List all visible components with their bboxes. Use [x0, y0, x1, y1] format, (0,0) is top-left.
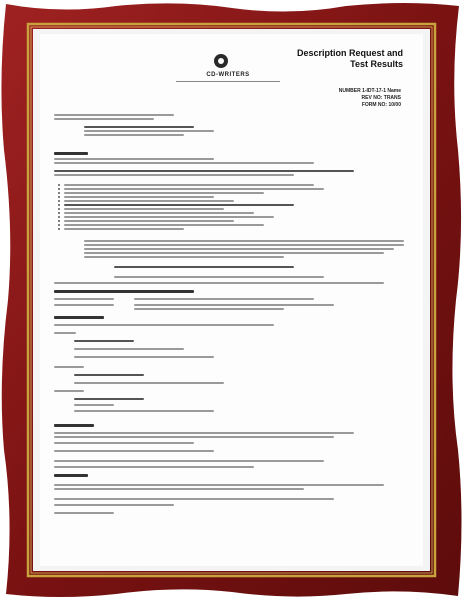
text-line — [84, 256, 284, 258]
text-line — [64, 188, 324, 190]
text-line — [54, 304, 114, 306]
text-line — [54, 316, 104, 319]
document-title: Description Request and Test Results — [296, 48, 403, 69]
text-line — [74, 356, 214, 358]
text-line — [114, 266, 294, 268]
logo-underline — [176, 81, 280, 82]
text-line — [54, 424, 94, 427]
text-line — [134, 298, 314, 300]
meta-line-form: FORM NO: 10/00 — [361, 102, 401, 108]
text-line — [54, 290, 194, 293]
text-line — [114, 276, 324, 278]
bullet-marker — [58, 196, 60, 198]
text-line — [54, 298, 114, 300]
text-line — [64, 204, 294, 206]
document-body-text — [54, 112, 409, 552]
text-line — [64, 216, 274, 218]
text-line — [74, 348, 184, 350]
text-line — [54, 432, 354, 434]
logo-text: CD-WRITERS — [206, 72, 250, 78]
bullet-marker — [58, 220, 60, 222]
bullet-marker — [58, 208, 60, 210]
text-line — [54, 332, 76, 334]
text-line — [64, 192, 264, 194]
text-line — [84, 240, 404, 242]
text-line — [64, 220, 234, 222]
bullet-marker — [58, 224, 60, 226]
bullet-marker — [58, 192, 60, 194]
text-line — [54, 512, 114, 514]
text-line — [64, 224, 264, 226]
text-line — [64, 212, 254, 214]
text-line — [54, 488, 304, 490]
text-line — [54, 450, 214, 452]
text-line — [134, 308, 284, 310]
text-line — [64, 196, 214, 198]
text-line — [64, 184, 314, 186]
bullet-marker — [58, 216, 60, 218]
text-line — [74, 404, 114, 406]
bullet-marker — [58, 212, 60, 214]
text-line — [84, 248, 394, 250]
text-line — [54, 484, 384, 486]
text-line — [74, 382, 224, 384]
text-line — [84, 130, 214, 132]
text-line — [74, 410, 214, 412]
bullet-marker — [58, 200, 60, 202]
text-line — [54, 324, 274, 326]
text-line — [54, 174, 294, 176]
text-line — [54, 158, 214, 160]
text-line — [54, 366, 84, 368]
text-line — [74, 374, 144, 376]
text-line — [84, 126, 194, 128]
text-line — [54, 390, 84, 392]
text-line — [64, 228, 184, 230]
certificate-document — [40, 34, 423, 566]
text-line — [54, 466, 254, 468]
text-line — [54, 114, 174, 116]
meta-line-number: NUMBER 1-IDT-17-1 Name — [338, 88, 401, 94]
bullet-marker — [58, 184, 60, 186]
meta-line-rev: REV NO: TRANS — [361, 95, 401, 101]
text-line — [54, 152, 88, 155]
text-line — [84, 252, 384, 254]
text-line — [54, 436, 334, 438]
logo-emblem-icon — [214, 54, 228, 68]
text-line — [54, 170, 354, 172]
bullet-marker — [58, 188, 60, 190]
text-line — [74, 340, 134, 342]
text-line — [74, 398, 144, 400]
bullet-marker — [58, 204, 60, 206]
text-line — [84, 134, 184, 136]
text-line — [54, 498, 334, 500]
text-line — [54, 504, 174, 506]
text-line — [134, 304, 334, 306]
document-meta — [281, 88, 401, 109]
text-line — [54, 162, 314, 164]
text-line — [64, 208, 224, 210]
text-line — [54, 442, 194, 444]
text-line — [54, 474, 88, 477]
text-line — [54, 460, 324, 462]
text-line — [54, 118, 154, 120]
text-line — [54, 282, 384, 284]
text-line — [84, 244, 404, 246]
text-line — [64, 200, 234, 202]
bullet-marker — [58, 228, 60, 230]
